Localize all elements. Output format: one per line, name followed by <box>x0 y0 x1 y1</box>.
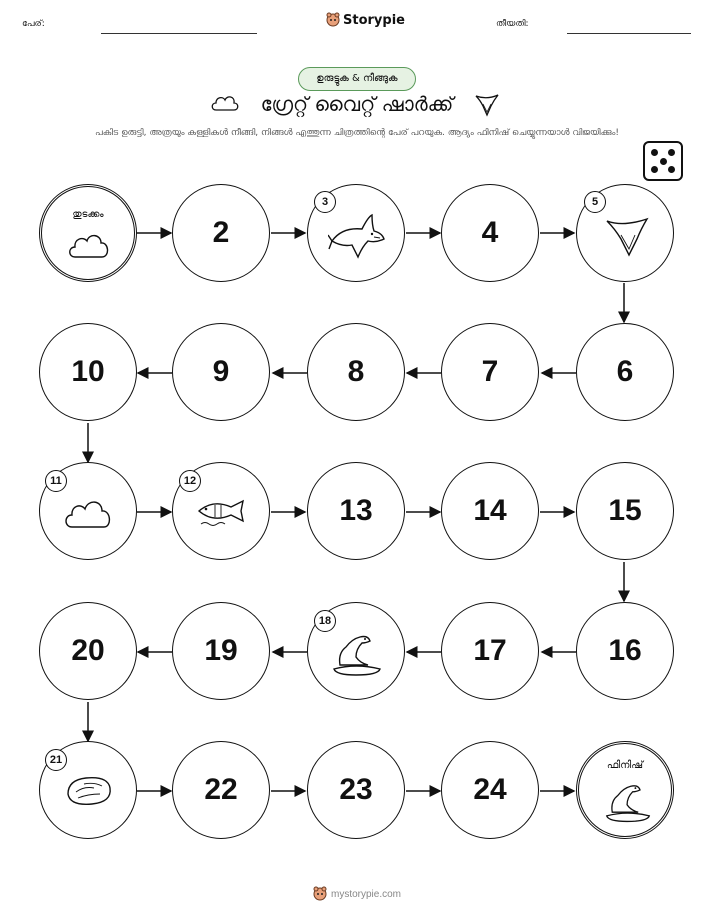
cell-number: 17 <box>473 634 507 667</box>
board-cell-14[interactable] <box>441 462 539 560</box>
brand-name: Storypie <box>343 12 405 28</box>
seal-icon <box>603 778 653 826</box>
start-label: തുടക്കം <box>72 209 104 220</box>
board-cell-8[interactable] <box>307 323 405 421</box>
board-cell-2[interactable] <box>172 184 270 282</box>
board-cell-16[interactable] <box>576 602 674 700</box>
finish-label: ഫിനിഷ് <box>606 760 644 771</box>
board-cell-7[interactable] <box>441 323 539 421</box>
footer-url[interactable]: mystorypie.com <box>330 888 401 900</box>
cell-tag-21: 21 <box>45 749 67 771</box>
cell-tag-11: 11 <box>45 470 67 492</box>
cell-number: 4 <box>481 216 499 249</box>
cell-number: 7 <box>481 355 499 388</box>
cell-tag-12: 12 <box>179 470 201 492</box>
cell-number: 13 <box>339 494 373 527</box>
start-cell[interactable] <box>39 184 137 282</box>
cell-number: 24 <box>473 773 507 806</box>
cloud-icon <box>66 229 112 261</box>
fish-icon <box>195 497 251 527</box>
date-label: തീയതി: <box>496 19 529 29</box>
cell-number: 23 <box>339 773 373 806</box>
board-cell-17[interactable] <box>441 602 539 700</box>
cell-tag-5: 5 <box>584 191 606 213</box>
cell-number: 9 <box>212 355 230 388</box>
cell-number: 14 <box>473 494 507 527</box>
board-cell-10[interactable] <box>39 323 137 421</box>
cloud-icon <box>62 495 116 531</box>
footer <box>0 886 714 902</box>
board-cell-20[interactable] <box>39 602 137 700</box>
meat-icon <box>64 774 114 808</box>
board-cell-9[interactable] <box>172 323 270 421</box>
cell-number: 20 <box>71 634 105 667</box>
cell-number: 8 <box>347 355 365 388</box>
board-cell-23[interactable] <box>307 741 405 839</box>
cell-tag-3: 3 <box>314 191 336 213</box>
board-cell-15[interactable] <box>576 462 674 560</box>
page-title: ഗ്രേറ്റ് വൈറ്റ് ഷാർക്ക് <box>260 92 454 116</box>
seal-icon <box>330 629 384 679</box>
cell-number: 10 <box>71 355 105 388</box>
instructions: പകിട ഉരുട്ടി, അത്രയും കള്ളികൾ നീങ്ങി, നിങ്ങൾ എത്തുന്ന ചിത്രത്തിന്റെ പേര് പറയുക. ആദ്യം ഫിനിഷ് ചെയ്യുന്നയാൾ വിജയിക്കും! <box>95 128 619 138</box>
cell-number: 15 <box>608 494 642 527</box>
board-cell-19[interactable] <box>172 602 270 700</box>
cell-number: 22 <box>204 773 238 806</box>
cell-number: 16 <box>608 634 642 667</box>
shark-icon <box>328 209 386 261</box>
finish-cell[interactable] <box>576 741 674 839</box>
cell-tag-18: 18 <box>314 610 336 632</box>
cell-number: 2 <box>212 216 230 249</box>
game-type-badge: ഉരുട്ടുക & നീങ്ങുക <box>298 67 416 91</box>
board-cell-22[interactable] <box>172 741 270 839</box>
storypie-mascot-icon <box>313 886 327 902</box>
board-cell-4[interactable] <box>441 184 539 282</box>
cell-number: 19 <box>204 634 238 667</box>
name-label: പേര്: <box>22 19 45 29</box>
shark-tooth-icon <box>603 211 651 259</box>
board-cell-24[interactable] <box>441 741 539 839</box>
cell-number: 6 <box>616 355 634 388</box>
board-cell-13[interactable] <box>307 462 405 560</box>
board-cell-6[interactable] <box>576 323 674 421</box>
